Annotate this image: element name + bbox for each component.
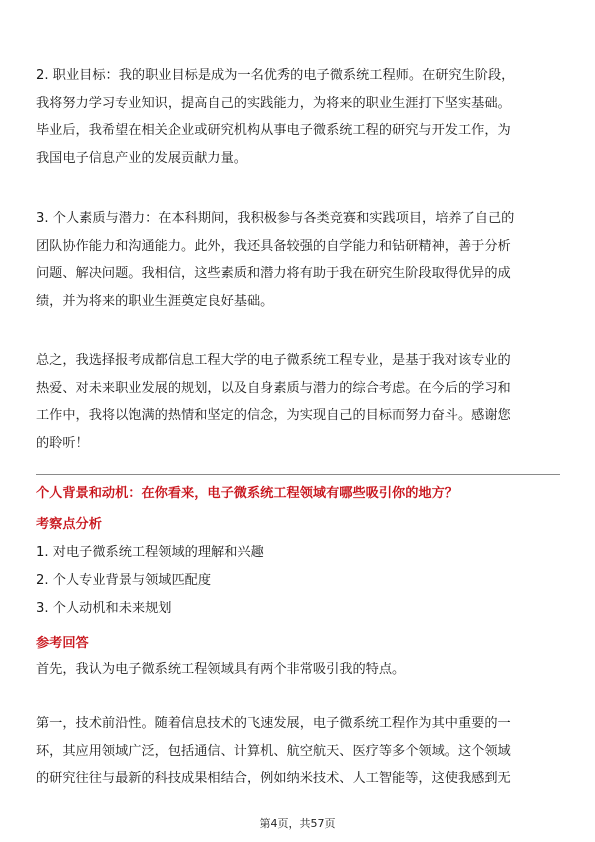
answer-intro: 首先，我认为电子微系统工程领域具有两个非常吸引我的特点。: [36, 662, 406, 677]
text-line: 总之，我选择报考成都信息工程大学的电子微系统工程专业，是基于我对该专业的: [36, 353, 511, 368]
analysis-heading: 考察点分析: [36, 517, 102, 532]
text-line: 2. 职业目标：我的职业目标是成为一名优秀的电子微系统工程师。在研究生阶段，: [36, 68, 515, 83]
answer-heading: 参考回答: [36, 636, 89, 651]
text-line: 我将努力学习专业知识，提高自己的实践能力，为将来的职业生涯打下坚实基础。: [36, 95, 511, 111]
paragraph-summary: [36, 347, 564, 457]
text-line: 3. 个人素质与潜力：在本科期间，我积极参与各类竞赛和实践项目，培养了自己的: [36, 211, 515, 226]
page-footer: 第4页，共57页: [259, 817, 336, 830]
text-line: 毕业后，我希望在相关企业或研究机构从事电子微系统工程的研究与开发工作，为: [36, 123, 511, 139]
paragraph-quality: [36, 205, 564, 315]
text-line: 绩，并为将来的职业生涯奠定良好基础。: [36, 293, 274, 309]
analysis-item: 1. 对电子微系统工程领域的理解和兴趣: [36, 545, 264, 560]
section-divider: [36, 474, 560, 475]
text-line: 问题、解决问题。我相信，这些素质和潜力将有助于我在研究生阶段取得优异的成: [36, 266, 511, 282]
paragraph-first-point: [36, 710, 564, 793]
text-line: 的聆听！: [36, 435, 89, 451]
text-line: 我国电子信息产业的发展贡献力量。: [36, 150, 247, 166]
paragraph-career-goal: [36, 62, 564, 172]
text-line: 工作中，我将以饱满的热情和坚定的信念，为实现自己的目标而努力奋斗。感谢您: [36, 408, 511, 424]
analysis-item: 2. 个人专业背景与领域匹配度: [36, 573, 212, 588]
text-line: 第一，技术前沿性。随着信息技术的飞速发展，电子微系统工程作为其中重要的一: [36, 716, 511, 731]
text-line: 热爱、对未来职业发展的规划，以及自身素质与潜力的综合考虑。在今后的学习和: [36, 380, 511, 396]
question-heading: 个人背景和动机：在你看来，电子微系统工程领域有哪些吸引你的地方？: [36, 486, 458, 501]
text-line: 团队协作能力和沟通能力。此外，我还具备较强的自学能力和钻研精神，善于分析: [36, 238, 511, 254]
text-line: 环，其应用领域广泛，包括通信、计算机、航空航天、医疗等多个领域。这个领域: [36, 743, 511, 759]
text-line: 的研究往往与最新的科技成果相结合，例如纳米技术、人工智能等，这使我感到无: [36, 771, 511, 787]
analysis-item: 3. 个人动机和未来规划: [36, 601, 172, 616]
